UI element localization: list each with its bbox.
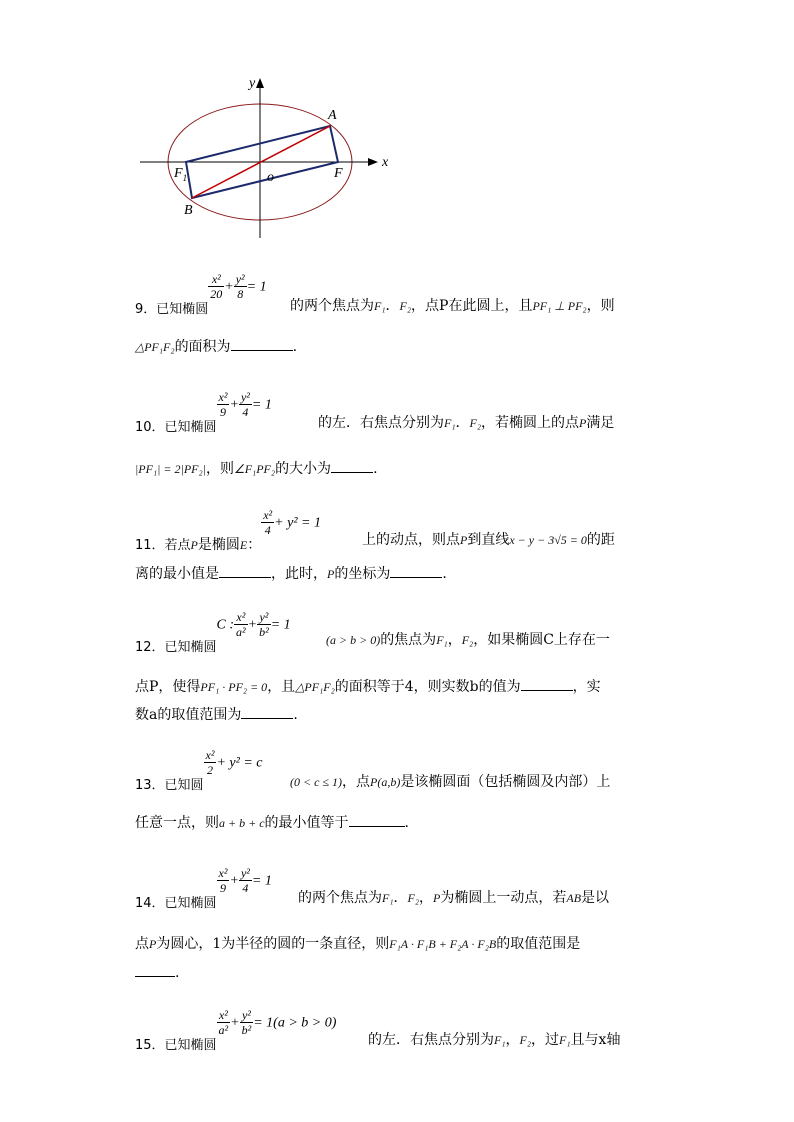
label-x: x bbox=[382, 155, 389, 170]
q10-line2: |PF₁| = 2|PF₂|，则∠F₁PF₂的大小为 . bbox=[135, 458, 378, 479]
label-a: A bbox=[328, 108, 337, 123]
y-axis-arrow bbox=[256, 78, 264, 88]
question-10: 10．已知椭圆 $\frac{\text{x²}}{9}$ + $\frac{\text{y²}}{4}$ = 1 bbox=[135, 390, 272, 435]
q10-line1-rest: 的左．右焦点分别为F₁．F₂，若椭圆上的点P满足 bbox=[318, 415, 615, 431]
q12-line1-rest: (a > b > 0)的焦点为F₁，F₂，如果椭圆C上存在一 bbox=[326, 632, 610, 648]
q9-frac2: $\frac{\text{y²}}{8}$ bbox=[235, 272, 245, 301]
q10-number: 10．已知椭圆 bbox=[135, 419, 217, 435]
ellipse-figure bbox=[130, 70, 400, 245]
x-axis-arrow bbox=[368, 158, 378, 166]
question-15: 15．已知椭圆 $\frac{\text{x²}}{\text{a²}}$ + $\frac{\text{y²}}{\text{b²}}$ = 1(a > b > 0) bbox=[135, 1008, 337, 1053]
q12-line2: 点P，使得PF₁ · PF₂ = 0，且△PF₁F₂的面积等于4，则实数b的值为 ，实 bbox=[135, 676, 601, 697]
label-origin: o bbox=[267, 170, 274, 185]
question-12: 12．已知椭圆C : $\frac{\text{x²}}{\text{a²}}$ + $\frac{\text{y²}}{\text{b²}}$ = 1 bbox=[135, 610, 291, 655]
question-9: 9．已知椭圆 $\frac{\text{x²}}{20}$ + $\frac{\text{y²}}{8}$ = 1 bbox=[135, 272, 267, 317]
question-14: 14．已知椭圆 $\frac{\text{x²}}{9}$ + $\frac{\text{y²}}{4}$ = 1 bbox=[135, 866, 272, 911]
q14-line2: 点P为圆心，1为半径的圆的一条直径，则F₁A · F₁B + F₂A · F₂B的取值范围是 bbox=[135, 936, 581, 952]
q13-line1-rest: (0 < c ≤ 1)，点P(a,b)是该椭圆面（包括椭圆及内部）上 bbox=[290, 774, 611, 790]
label-y: y bbox=[249, 76, 256, 91]
q9-line1-rest: 的两个焦点为F₁．F₂，点P在此圆上，且PF₁ ⊥ PF₂，则 bbox=[290, 298, 615, 314]
q14-line1-rest: 的两个焦点为F₁．F₂，P为椭圆上一动点，若AB是以 bbox=[298, 890, 610, 906]
label-b: B bbox=[184, 203, 193, 218]
label-f: F bbox=[334, 166, 343, 181]
question-13: 13．已知圆 $\frac{\text{x²}}{2}$ + y² = c bbox=[135, 748, 263, 793]
q9-frac1: $\frac{\text{x²}}{20}$ bbox=[210, 272, 223, 301]
q11-line2: 离的最小值是 ，此时，P的坐标为 . bbox=[135, 563, 447, 584]
q14-line3: . bbox=[135, 962, 179, 983]
q9-line2: △PF₁F₂的面积为 . bbox=[135, 336, 297, 357]
q13-line2: 任意一点，则a + b + c的最小值等于 . bbox=[135, 812, 409, 833]
q15-line1-rest: 的左．右焦点分别为F₁，F₂，过F₁且与x轴 bbox=[368, 1032, 621, 1048]
label-f1: $F_1$ bbox=[174, 166, 188, 183]
q11-line1-rest: 上的动点，则点P到直线x − y − 3√5 = 0的距 bbox=[362, 532, 615, 548]
q12-line3: 数a的取值范围为 . bbox=[135, 704, 298, 725]
q9-number: 9．已知椭圆 bbox=[135, 301, 209, 317]
question-11: 11．若点P是椭圆E： $\frac{\text{x²}}{4}$ + y² = 1 bbox=[135, 508, 321, 553]
